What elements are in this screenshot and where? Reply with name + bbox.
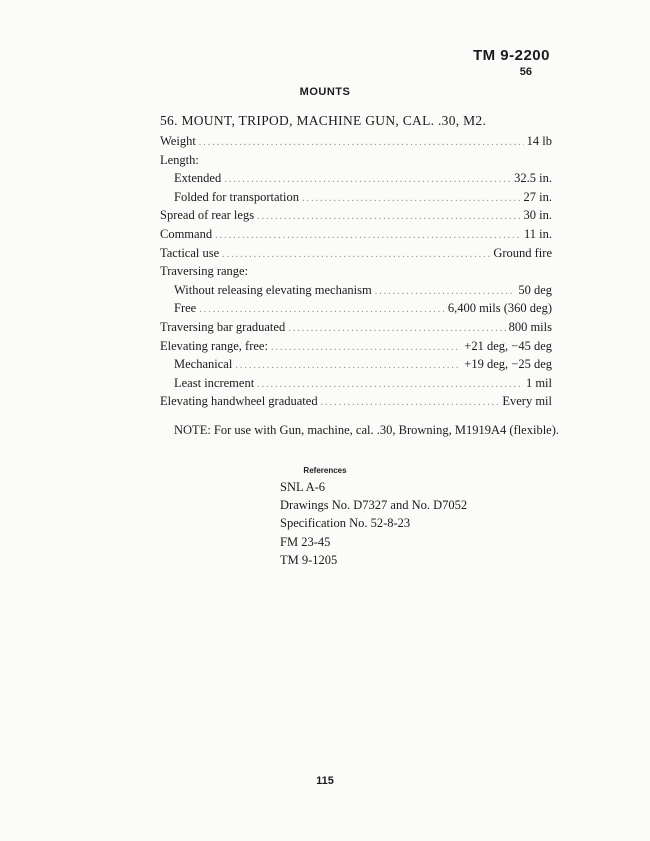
leader-dots <box>222 249 490 260</box>
spec-row-extended <box>160 171 552 190</box>
reference-item: SNL A-6 <box>280 480 326 494</box>
tm-number: TM 9-2200 <box>472 47 550 64</box>
header-section-number: 56 <box>519 66 532 78</box>
spec-row-traversing-range <box>160 264 552 283</box>
spec-value: +19 deg, −25 deg <box>464 357 552 372</box>
references-heading: References <box>303 466 347 475</box>
spec-label: Length: <box>160 152 199 167</box>
spec-row-mechanical <box>160 357 552 376</box>
leader-dots <box>215 230 521 241</box>
spec-label: Mechanical <box>174 357 233 372</box>
spec-row-folded <box>160 190 552 209</box>
spec-value: Every mil <box>502 394 552 409</box>
spec-label: Weight <box>160 134 196 148</box>
spec-label: Elevating range, free: <box>160 338 268 353</box>
spec-label: Traversing range: <box>160 264 249 279</box>
spec-value: 14 lb <box>526 134 552 148</box>
spec-value: 1 mil <box>525 375 552 390</box>
spec-row-without-releasing <box>160 283 552 302</box>
leader-dots <box>199 304 445 315</box>
leader-dots <box>257 211 520 222</box>
spec-row-weight <box>160 134 552 153</box>
note-paragraph: NOTE: For use with Gun, machine, cal. .30, Browning, M1919A4 (flexible). <box>174 423 560 437</box>
spec-value: 11 in. <box>523 226 552 241</box>
spec-label: Without releasing elevating mechanism <box>174 282 372 297</box>
leader-dots <box>288 323 505 334</box>
page-number: 115 <box>316 775 334 787</box>
spec-label: Free <box>174 301 197 316</box>
spec-row-elevating-range <box>160 339 552 358</box>
spec-row-free <box>160 301 552 320</box>
spec-value: 6,400 mils (360 deg) <box>447 301 552 316</box>
spec-label: Elevating handwheel graduated <box>160 394 318 409</box>
spec-label: Traversing bar graduated <box>160 319 286 334</box>
references-list <box>280 480 467 571</box>
leader-dots <box>321 397 500 408</box>
spec-value: 50 deg <box>518 282 552 297</box>
spec-value: Ground fire <box>493 245 552 260</box>
spec-row-tactical-use <box>160 246 552 265</box>
spec-row-length <box>160 153 552 172</box>
spec-row-traversing-bar <box>160 320 552 339</box>
spec-label: Tactical use <box>160 245 220 260</box>
leader-dots <box>199 137 524 148</box>
spec-value: +21 deg, −45 deg <box>464 338 552 353</box>
spec-label: Folded for transportation <box>174 189 299 204</box>
leader-dots <box>302 193 521 204</box>
spec-row-least-increment <box>160 376 552 395</box>
leader-dots <box>271 342 461 353</box>
spec-row-command <box>160 227 552 246</box>
spec-row-spread <box>160 208 552 227</box>
spec-label: Least increment <box>174 375 255 390</box>
spec-value: 27 in. <box>523 189 552 204</box>
spec-value: 30 in. <box>523 208 552 223</box>
reference-item: Specification No. 52-8-23 <box>280 516 411 531</box>
spec-label: Command <box>160 226 213 241</box>
specifications-list <box>160 134 552 413</box>
reference-item: TM 9-1205 <box>280 552 338 567</box>
reference-item: FM 23-45 <box>280 534 331 549</box>
leader-dots <box>375 286 516 297</box>
spec-label: Extended <box>174 171 222 186</box>
spec-value: 800 mils <box>508 319 552 334</box>
leader-dots <box>235 360 461 371</box>
leader-dots <box>224 174 511 185</box>
section-heading: MOUNTS <box>299 86 351 98</box>
spec-value: 32.5 in. <box>514 171 552 186</box>
leader-dots <box>257 379 523 390</box>
spec-label: Spread of rear legs <box>160 208 255 223</box>
reference-item: Drawings No. D7327 and No. D7052 <box>280 498 468 513</box>
spec-row-handwheel <box>160 394 552 413</box>
item-title: 56. MOUNT, TRIPOD, MACHINE GUN, CAL. .30, M2. <box>160 113 487 128</box>
